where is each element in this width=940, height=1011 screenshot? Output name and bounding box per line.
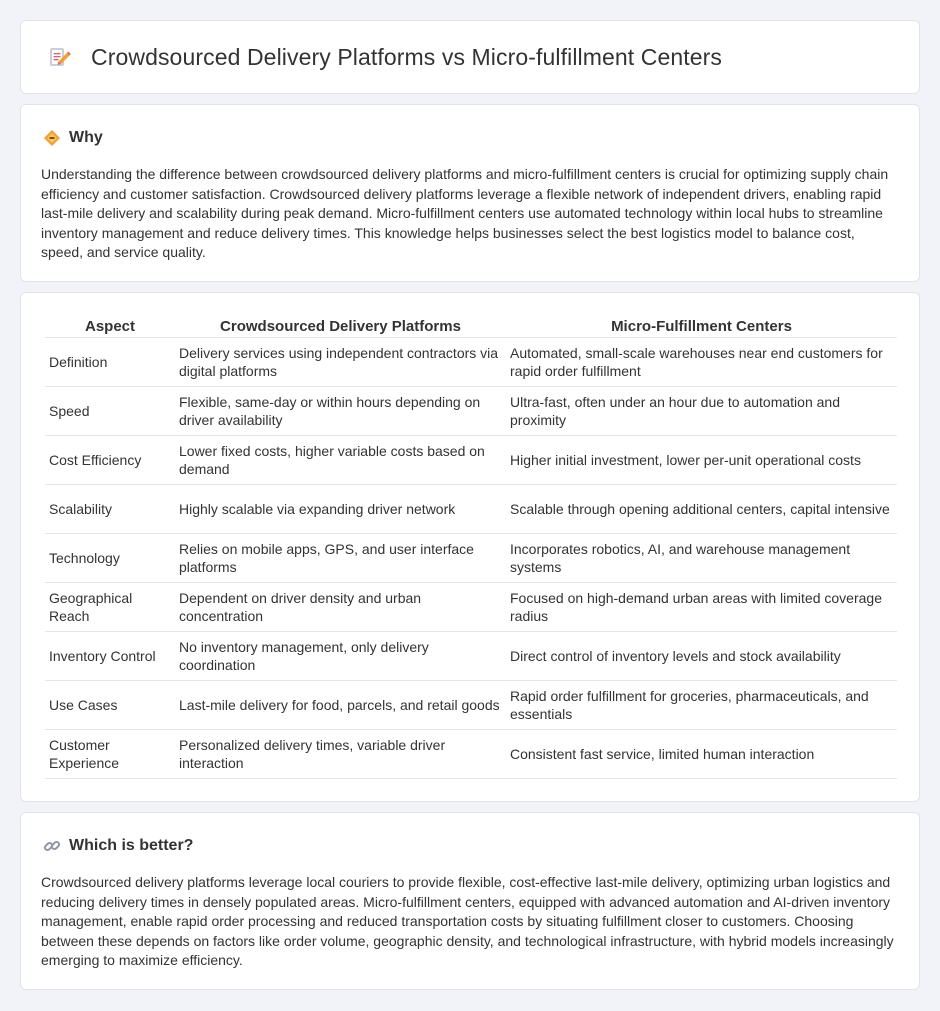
diamond-sign-icon — [43, 129, 61, 147]
link-icon — [43, 837, 61, 855]
comparison-table — [45, 317, 897, 779]
micro-fulfillment-cell: Incorporates robotics, AI, and warehouse management systems — [506, 533, 897, 582]
table-row — [45, 631, 897, 680]
table-row — [45, 337, 897, 386]
micro-fulfillment-cell: Consistent fast service, limited human interaction — [506, 729, 897, 778]
crowdsourced-cell: Personalized delivery times, variable driver interaction — [175, 729, 506, 778]
crowdsourced-cell: Delivery services using independent contractors via digital platforms — [175, 337, 506, 386]
crowdsourced-cell: Dependent on driver density and urban concentration — [175, 582, 506, 631]
which-is-better-section — [20, 812, 920, 990]
aspect-cell: Technology — [45, 533, 175, 582]
table-row — [45, 484, 897, 533]
header-crowdsourced: Crowdsourced Delivery Platforms — [175, 317, 506, 337]
title-card — [20, 20, 920, 94]
micro-fulfillment-cell: Rapid order fulfillment for groceries, pharmaceuticals, and essentials — [506, 680, 897, 729]
micro-fulfillment-cell: Higher initial investment, lower per-unit operational costs — [506, 435, 897, 484]
why-header — [43, 129, 103, 147]
why-section — [20, 104, 920, 282]
table-row — [45, 533, 897, 582]
header-micro-fulfillment: Micro-Fulfillment Centers — [506, 317, 897, 337]
crowdsourced-cell: Flexible, same-day or within hours depending on driver availability — [175, 386, 506, 435]
micro-fulfillment-cell: Ultra-fast, often under an hour due to automation and proximity — [506, 386, 897, 435]
better-body: Crowdsourced delivery platforms leverage local couriers to provide flexible, cost-effective last-mile delivery, optimizing urban logistics and reducing delivery times in densely populated areas. Micro-fulfillment centers, equipped with advanced automation and AI-driven inventory management, enable rapid order processing and reduced transportation costs by situating fulfillment closer to customers. Choosing between these depends on factors like order volume, geographic density, and technological infrastructure, with hybrid models increasingly emerging to maximize efficiency. — [41, 874, 894, 969]
aspect-cell: Definition — [45, 337, 175, 386]
header-aspect: Aspect — [45, 317, 175, 337]
memo-pencil-icon — [47, 45, 71, 69]
page-title: Crowdsourced Delivery Platforms vs Micro-fulfillment Centers — [91, 43, 722, 70]
aspect-cell: Inventory Control — [45, 631, 175, 680]
comparison-section — [20, 292, 920, 802]
micro-fulfillment-cell: Direct control of inventory levels and stock availability — [506, 631, 897, 680]
aspect-cell: Cost Efficiency — [45, 435, 175, 484]
crowdsourced-cell: Relies on mobile apps, GPS, and user interface platforms — [175, 533, 506, 582]
table-row — [45, 729, 897, 778]
table-row — [45, 435, 897, 484]
micro-fulfillment-cell: Focused on high-demand urban areas with limited coverage radius — [506, 582, 897, 631]
aspect-cell: Customer Experience — [45, 729, 175, 778]
title-row — [21, 21, 919, 93]
table-row — [45, 582, 897, 631]
aspect-cell: Geographical Reach — [45, 582, 175, 631]
why-title: Why — [69, 129, 103, 146]
table-row — [45, 386, 897, 435]
aspect-cell: Scalability — [45, 484, 175, 533]
crowdsourced-cell: No inventory management, only delivery coordination — [175, 631, 506, 680]
crowdsourced-cell: Highly scalable via expanding driver network — [175, 484, 506, 533]
table-row — [45, 680, 897, 729]
aspect-cell: Use Cases — [45, 680, 175, 729]
table-header-row — [45, 317, 897, 337]
why-body: Understanding the difference between crowdsourced delivery platforms and micro-fulfillment centers is crucial for optimizing supply chain efficiency and customer satisfaction. Crowdsourced delivery platforms leverage a flexible network of independent drivers, enabling rapid last-mile delivery and scalability during peak demand. Micro-fulfillment centers use automated technology within local hubs to streamline inventory management and reduce delivery times. This knowledge helps businesses select the best logistics model to balance cost, speed, and service quality. — [41, 166, 889, 261]
crowdsourced-cell: Lower fixed costs, higher variable costs based on demand — [175, 435, 506, 484]
micro-fulfillment-cell: Automated, small-scale warehouses near end customers for rapid order fulfillment — [506, 337, 897, 386]
better-header — [43, 837, 193, 855]
aspect-cell: Speed — [45, 386, 175, 435]
micro-fulfillment-cell: Scalable through opening additional centers, capital intensive — [506, 484, 897, 533]
crowdsourced-cell: Last-mile delivery for food, parcels, and retail goods — [175, 680, 506, 729]
better-title: Which is better? — [69, 837, 194, 854]
